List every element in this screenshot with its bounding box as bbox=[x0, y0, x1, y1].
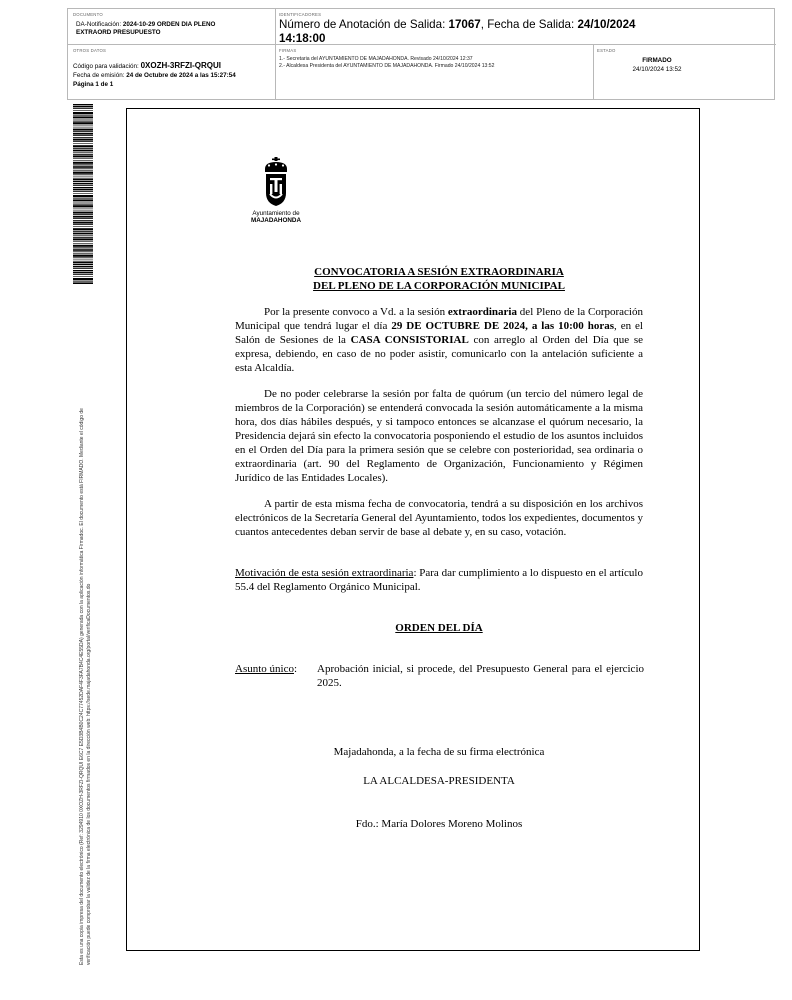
barcode-bar bbox=[73, 183, 93, 185]
barcode-bar bbox=[73, 208, 93, 209]
barcode-bar bbox=[73, 160, 93, 161]
sign-role: LA ALCALDESA-PRESIDENTA bbox=[363, 775, 515, 787]
barcode-bar bbox=[73, 162, 93, 164]
barcode-bar bbox=[73, 247, 93, 248]
barcode-bar bbox=[73, 253, 93, 254]
firma-1: 1.- Secretaria del AYUNTAMIENTO DE MAJADAHONDA. Revisado 24/10/2024 12:37 bbox=[279, 56, 473, 62]
documento-label: DOCUMENTO bbox=[73, 12, 103, 17]
document-title: CONVOCATORIA A SESIÓN EXTRAORDINARIA DEL PLENO DE LA CORPORACIÓN MUNICIPAL bbox=[313, 266, 565, 292]
logo-text: Ayuntamiento de MAJADAHONDA bbox=[250, 210, 302, 224]
barcode-bar bbox=[73, 210, 93, 211]
barcode-bar bbox=[73, 216, 93, 218]
barcode-bar bbox=[73, 202, 93, 203]
barcode-bar bbox=[73, 170, 93, 171]
barcode-bar bbox=[73, 129, 93, 131]
barcode-bar bbox=[73, 204, 93, 205]
barcode-bar bbox=[73, 112, 93, 114]
barcode-bar bbox=[73, 181, 93, 182]
barcode-bar bbox=[73, 141, 93, 142]
divider bbox=[593, 44, 594, 99]
codigo-validacion: Código para validación: 0XOZH-3RFZI-QRQUI bbox=[73, 61, 222, 70]
barcode-bar bbox=[73, 276, 93, 277]
barcode-bar bbox=[73, 270, 93, 271]
barcode-bar bbox=[73, 187, 93, 188]
barcode-bar bbox=[73, 245, 93, 247]
firma-2: 2.- Alcaldesa Presidenta del AYUNTAMIENTO DE MAJADAHONDA. Firmado 24/10/2024 13:52 bbox=[279, 63, 495, 69]
barcode-bar bbox=[73, 127, 93, 128]
documento-value: DA-Notificación: 2024-10-29 ORDEN DIA PLENO EXTRAORD PRESUPUESTO bbox=[76, 21, 216, 36]
barcode-bar bbox=[73, 189, 93, 191]
barcode-bar bbox=[73, 268, 93, 269]
barcode-bar bbox=[73, 166, 93, 168]
coat-of-arms-icon bbox=[259, 157, 293, 207]
barcode-bar bbox=[73, 145, 93, 147]
barcode-bar bbox=[73, 214, 93, 215]
barcode-bar bbox=[73, 266, 93, 268]
barcode-bar bbox=[73, 154, 93, 155]
barcode-bar bbox=[73, 260, 93, 261]
otros-datos-label: OTROS DATOS bbox=[73, 48, 107, 53]
barcode-bar bbox=[73, 185, 93, 186]
barcode-bar bbox=[73, 191, 93, 192]
firmas-label: FIRMAS bbox=[279, 48, 297, 53]
registro-salida: Número de Anotación de Salida: 17067, Fecha de Salida: 24/10/2024 14:18:00 bbox=[279, 18, 636, 45]
barcode-bar bbox=[73, 255, 93, 257]
barcode-bar bbox=[73, 228, 93, 230]
barcode-bar bbox=[73, 278, 93, 280]
barcode-bar bbox=[73, 135, 93, 136]
barcode-bar bbox=[73, 218, 93, 219]
estado-value: FIRMADO bbox=[642, 57, 672, 64]
barcode-bar bbox=[73, 205, 93, 207]
sign-place-date: Majadahonda, a la fecha de su firma electrónica bbox=[333, 746, 545, 758]
barcode-bar bbox=[73, 195, 93, 197]
barcode-bar bbox=[73, 158, 93, 159]
barcode-bar bbox=[73, 133, 93, 135]
verification-side-text bbox=[79, 305, 92, 965]
barcode-bar bbox=[73, 272, 93, 274]
barcode-bar bbox=[73, 226, 93, 227]
barcode-bar bbox=[73, 235, 93, 236]
barcode-bar bbox=[73, 199, 93, 201]
barcode-bar bbox=[73, 108, 93, 109]
barcode-bar bbox=[73, 148, 93, 149]
barcode-bar bbox=[73, 231, 93, 232]
barcode-bar bbox=[73, 243, 93, 244]
barcode-bar bbox=[73, 125, 93, 126]
barcode-bar bbox=[73, 233, 93, 235]
barcode-bar bbox=[73, 152, 93, 153]
barcode-bar bbox=[73, 174, 93, 175]
barcode-bar bbox=[73, 177, 93, 178]
estado-fecha: 24/10/2024 13:52 bbox=[632, 66, 682, 73]
barcode-bar bbox=[73, 139, 93, 141]
barcode-bar bbox=[73, 150, 93, 152]
barcode-bar bbox=[73, 168, 93, 169]
barcode-bar bbox=[73, 172, 93, 174]
barcode-bar bbox=[73, 106, 93, 108]
barcode-bar bbox=[73, 104, 93, 105]
barcode-bar bbox=[73, 110, 93, 111]
sign-name: Fdo.: María Dolores Moreno Molinos bbox=[355, 818, 523, 830]
barcode-bar bbox=[73, 155, 93, 157]
barcode-bar bbox=[73, 212, 93, 214]
side-text-line-2: verificación puede comprobar la validez de la firma electrónica de los documentos firmados en la dirección web: https://sede.majadahonda.org/portal/verificaDocumentos.do bbox=[85, 583, 92, 965]
barcode-bar bbox=[73, 143, 93, 144]
barcode-bar bbox=[73, 222, 93, 224]
barcode-bar bbox=[73, 122, 93, 124]
barcode-bar bbox=[73, 198, 93, 199]
barcode-bar bbox=[73, 119, 93, 120]
motivacion: Motivación de esta sesión extraordinaria: Para dar cumplimiento a lo dispuesto en el artículo 55.4 del Reglamento Orgánico Municipal. bbox=[235, 567, 643, 593]
barcode-bar bbox=[73, 220, 93, 221]
barcode-bar bbox=[73, 116, 93, 118]
pagina: Página 1 de 1 bbox=[73, 81, 114, 88]
paragraph-expedientes: A partir de esta misma fecha de convocatoria, tendrá a su disposición en los archivos electrónicos de la Secretaría General del Ayuntamiento, todos los expedientes, documentos y cuantos antecedentes deban servir de base al debate y, en su caso, votación. bbox=[235, 498, 643, 538]
barcode-bar bbox=[73, 178, 93, 180]
divider bbox=[275, 9, 276, 99]
paragraph-convocatoria: Por la presente convoco a Vd. a la sesión extraordinaria del Pleno de la Corporación Municipal que tendrá lugar el día 29 DE OCTUBRE DE 2024, a las 10:00 horas, en el Salón de Sesiones de la CASA CONSISTORIAL con arreglo al Orden del Día que se expresa, debiendo, en caso de no poder asistir, comunicarlo con la antelación suficiente a esta Alcaldía. bbox=[235, 306, 644, 374]
barcode-bar bbox=[73, 115, 93, 116]
orden-del-dia-title: ORDEN DEL DÍA bbox=[395, 622, 483, 634]
asunto-text: Aprobación inicial, si procede, del Presupuesto General para el ejercicio 2025. bbox=[317, 663, 644, 689]
asunto-label: Asunto único: bbox=[235, 663, 298, 675]
paragraph-quorum: De no poder celebrarse la sesión por falta de quórum (un tercio del número legal de miembros de la Corporación) se entenderá convocada la sesión automáticamente a la misma hora, dos días hábiles después, y si tampoco entonces se alcanzase el quórum necesario, la Presidencia dejará sin efecto la convocatoria posponiendo el estudio de los asuntos incluidos en el Orden del Día para la primera sesión que se celebre con posterioridad, sea ordinaria o extraordinaria (art. 90 del Reglamento de Organización, Funcionamiento y Régimen Jurídico de las Entidades Locales). bbox=[235, 388, 643, 484]
barcode-bar bbox=[73, 164, 93, 165]
barcode-bar bbox=[73, 261, 93, 263]
barcode-bar bbox=[73, 264, 93, 265]
fecha-emision: Fecha de emisión: 24 de Octubre de 2024 a las 15:27:54 bbox=[73, 72, 236, 79]
barcode bbox=[73, 104, 93, 284]
barcode-bar bbox=[73, 282, 93, 284]
barcode-bar bbox=[73, 281, 93, 282]
barcode-bar bbox=[73, 224, 93, 225]
barcode-bar bbox=[73, 193, 93, 194]
barcode-bar bbox=[73, 241, 93, 242]
barcode-bar bbox=[73, 237, 93, 238]
barcode-bar bbox=[73, 249, 93, 251]
barcode-bar bbox=[73, 238, 93, 240]
barcode-bar bbox=[73, 137, 93, 138]
estado-label: ESTADO bbox=[597, 48, 616, 53]
barcode-bar bbox=[73, 121, 93, 122]
barcode-bar bbox=[73, 274, 93, 275]
barcode-bar bbox=[73, 257, 93, 258]
barcode-bar bbox=[73, 131, 93, 132]
barcode-bar bbox=[73, 251, 93, 252]
signature-header bbox=[67, 8, 775, 100]
side-text-line-1: Esta es una copia impresa del documento electrónico (Ref: 3294910 0XOZH-3RFZI-QRQUI E6C7 E5D3B4B0C24C77452DAF4F3FA7B4C4E55DA) generada con la aplicación informática Firmadoc. El documento está FIRMADO. Mediante el código de bbox=[79, 408, 85, 965]
identificadores-label: IDENTIFICADORES bbox=[279, 12, 322, 17]
